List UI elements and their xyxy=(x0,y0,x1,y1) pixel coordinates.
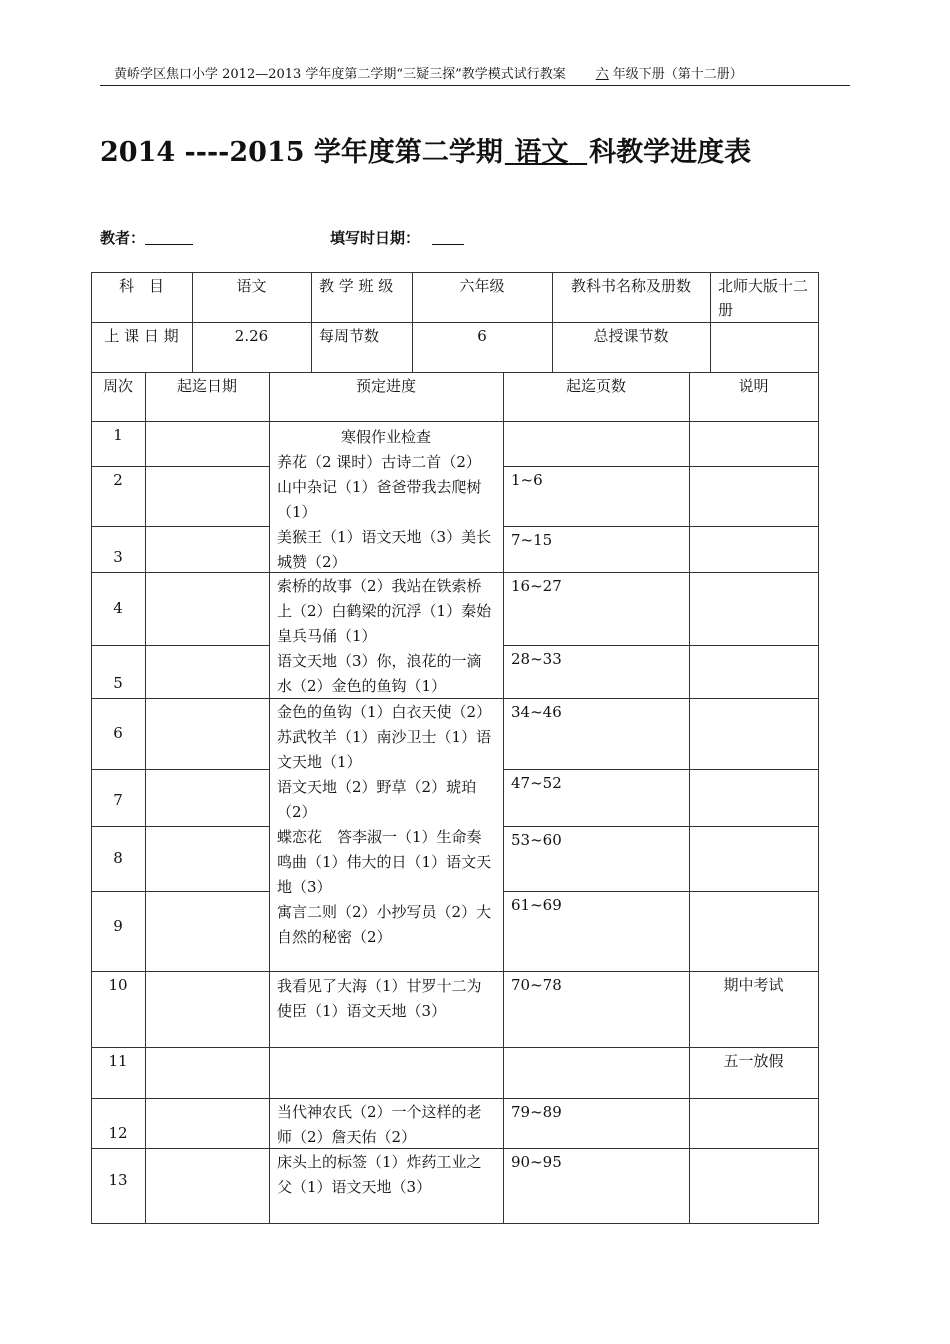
title-prefix: 2014 ----2015 学年度第二学期 xyxy=(100,137,503,168)
week-number: 4 xyxy=(113,599,123,617)
progress-week-10: 我看见了大海（1）甘罗十二为使臣（1）语文天地（3） xyxy=(277,977,482,1020)
progress-weeks-4-5: 索桥的故事（2）我站在铁索桥上（2）白鹤梁的沉浮（1）秦始皇兵马俑（1） 语文天地（3）你，浪花的一滴水（2）金色的鱼钩（1） xyxy=(277,577,492,695)
date-blank xyxy=(432,230,464,245)
header-grade: 六 xyxy=(595,67,609,82)
note-week-11: 五一放假 xyxy=(723,1052,784,1070)
header-week: 周次 xyxy=(102,377,133,395)
pages-week-4: 16~27 xyxy=(511,577,562,595)
progress-weeks-6-9: 金色的鱼钩（1）白衣天使（2）苏武牧羊（1）南沙卫士（1）语文天地（1） 语文天地（2）野草（2）琥珀（2） 蝶恋花 答李淑一（1）生命奏鸣曲（1）伟大的日（1）语文天地（3） 寓言二则（2）小抄写员（2）大自然的秘密（2） xyxy=(277,703,492,946)
total-label: 总授课节数 xyxy=(593,327,669,345)
header-grade-suffix: 年级下册（第十二册） xyxy=(612,67,743,82)
subject-label: 科 目 xyxy=(118,277,164,295)
weekly-label: 每周节数 xyxy=(319,327,380,345)
start-label: 上 课 日 期 xyxy=(104,327,179,345)
week-number: 3 xyxy=(113,548,123,566)
subject-value: 语文 xyxy=(236,277,267,295)
date-label: 填写时日期： xyxy=(330,229,421,247)
pages-week-6: 34~46 xyxy=(511,703,562,721)
header-progress: 预定进度 xyxy=(355,377,416,395)
page-title xyxy=(100,130,751,169)
teacher-blank xyxy=(145,230,193,245)
pages-week-5: 28~33 xyxy=(511,650,562,668)
week-number: 1 xyxy=(113,426,123,444)
header-dates: 起迄日期 xyxy=(176,377,237,395)
week-number: 10 xyxy=(108,976,128,994)
pages-week-13: 90~95 xyxy=(511,1153,562,1171)
week-number: 11 xyxy=(108,1052,128,1070)
note-week-10: 期中考试 xyxy=(723,976,784,994)
pages-week-8: 53~60 xyxy=(511,831,562,849)
class-label: 教 学 班 级 xyxy=(319,277,394,295)
page-header xyxy=(100,66,850,86)
class-value: 六年级 xyxy=(459,277,505,295)
header-text: 黄峤学区焦口小学 2012—2013 学年度第二学期“三疑三探”教学模式试行教案 xyxy=(114,67,566,82)
book-label: 教科书名称及册数 xyxy=(570,277,691,295)
header-pages: 起迄页数 xyxy=(565,377,626,395)
pages-week-12: 79~89 xyxy=(511,1103,562,1121)
progress-weeks-1-3: 寒假作业检查 养花（2 课时）古诗二首（2） 山中杂记（1）爸爸带我去爬树（1） 美猴王（1）语文天地（3）美长城赞（2） xyxy=(277,428,492,571)
pages-week-7: 47~52 xyxy=(511,774,562,792)
pages-week-10: 70~78 xyxy=(511,976,562,994)
week-number: 9 xyxy=(113,916,123,935)
title-suffix: 科教学进度表 xyxy=(589,137,752,168)
start-value: 2.26 xyxy=(234,327,269,345)
book-value: 北师大版十二册 xyxy=(718,277,809,319)
total-value xyxy=(710,322,818,372)
date-field xyxy=(330,227,464,248)
week-number: 13 xyxy=(108,1171,128,1189)
header-notes: 说明 xyxy=(738,377,769,395)
week-number: 8 xyxy=(113,849,123,867)
title-subject: 语文 xyxy=(514,137,569,168)
week-number: 12 xyxy=(108,1124,128,1142)
week-number: 7 xyxy=(113,791,123,809)
pages-week-2: 1~6 xyxy=(511,471,543,489)
progress-week-13: 床头上的标签（1）炸药工业之父（1）语文天地（3） xyxy=(277,1153,482,1196)
teacher-label: 教者： xyxy=(100,229,146,247)
week-number: 2 xyxy=(113,471,123,489)
weekly-value: 6 xyxy=(477,327,487,345)
week-number: 6 xyxy=(113,724,123,742)
week-number: 5 xyxy=(113,674,123,692)
pages-week-9: 61~69 xyxy=(511,896,562,914)
pages-week-3: 7~15 xyxy=(511,531,553,549)
teacher-field xyxy=(100,227,193,248)
progress-week-12: 当代神农氏（2）一个这样的老师（2）詹天佑（2） xyxy=(277,1103,482,1146)
